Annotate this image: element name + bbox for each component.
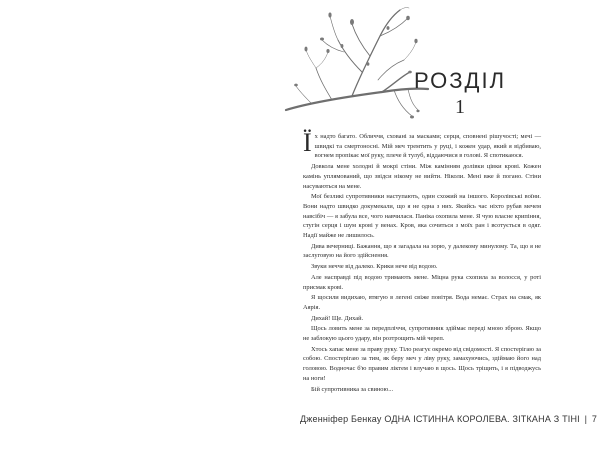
footer-book-title: ОДНА ІСТИННА КОРОЛЕВА. ЗІТКАНА З ТІНІ	[384, 414, 580, 424]
chapter-number: 1	[455, 96, 465, 118]
paragraph: Я щосили видихаю, втягую в легені свіже повітря. Вода немає. Страх на смак, як Аярія.	[303, 294, 541, 311]
paragraph: Але насправді під водою тримають мене. Міцна рука схопила за волосся, у роті присмак крові.	[303, 273, 541, 291]
paragraph: Щось ловить мене за передпліччя, супротивник здіймає переді мною зброю. Якщо не заблокую цього удару, він розтрощить мій череп.	[303, 325, 541, 343]
chapter-title: РОЗДІЛ	[413, 68, 507, 93]
paragraph: Хтось хапає мене за праву руку. Тіло реагує окремо від свідомості. Я спостерігаю за собою. Спостерігаю за тим, як беру меч у ліву руку, замахуючись, здіймаю його над головою. Водночас б'ю правим ліктем і влучаю в щось. Щось тріщить, і я підводжусь на ноги!	[303, 345, 541, 382]
footer-separator: |	[584, 414, 588, 424]
paragraph: Мої безликі супротивники наступають, один схожий на іншого. Королівські воїни. Вони надто швидко докумекали, що я не одна з них. Якийсь час ніхто рубав мечем навсібіч — я забула все, чого навчилася. Паніка охопила мене. Я чую власне крипіння, стугін серця і шум крові у венах. Кров, яка сочиться з моїх ран і всотується в одяг. Надії майже не лишилось.	[303, 193, 541, 240]
running-footer	[300, 414, 598, 424]
paragraph: Дихай! Ще. Дихай.	[311, 314, 364, 322]
drop-cap: Ї	[303, 128, 312, 157]
chapter-body	[303, 128, 541, 395]
page-number: 7	[591, 414, 598, 424]
paragraph: Звуки нечче від далеко. Крики нече від водою.	[311, 263, 438, 271]
footer-author: Дженніфер Бенкау	[300, 414, 382, 424]
paragraph: Дива вечерниці. Бажання, що я загадала на зорю, у далекому минулому. Та, що я не заслуговую на його здійснення.	[303, 242, 541, 260]
paragraph: Довкола мене холодні й мокрі стіни. Між камінням долівки цівки крові. Кожен камінь уплямований, що звідси нікому не вийти. Ніколи. Мені вже й погано. Стіни насуваються на мене.	[303, 163, 541, 190]
paragraph: Бій супротивника за свиною...	[311, 385, 394, 393]
paragraph: Їх надто багато. Обличчя, сховані за масками; серця, сповнені рішучості; мечі — швидкі та смертоносні. Мій меч тремтить у руці, і кожен удар, який я відбиваю, вогнем пропікає мої руку, плече й тулуб, віддаючися в голові. Я спотикаюся.	[303, 128, 541, 160]
branch-illustration	[282, 6, 430, 134]
